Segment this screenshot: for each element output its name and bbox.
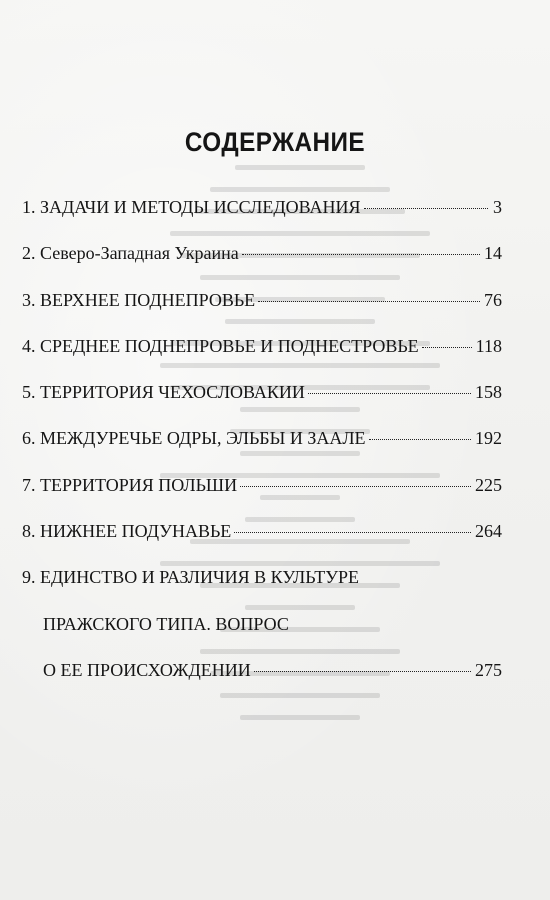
toc-entry-line [22, 659, 502, 681]
toc-entry-label: 6. МЕЖДУРЕЧЬЕ ОДРЫ, ЭЛЬБЫ И ЗААЛЕ [22, 428, 366, 449]
table-of-contents [22, 196, 502, 705]
toc-entry-page: 3 [493, 197, 502, 217]
toc-entry-page: 192 [475, 428, 502, 449]
toc-entry-4[interactable] [22, 335, 502, 357]
toc-entry-label: 9. ЕДИНСТВО И РАЗЛИЧИЯ В КУЛЬТУРЕ [22, 567, 359, 588]
toc-entry-2[interactable] [22, 242, 502, 264]
dot-leader [422, 347, 472, 348]
dot-leader [234, 532, 471, 533]
toc-entry-5[interactable] [22, 381, 502, 403]
toc-entry-page: 118 [475, 335, 502, 356]
toc-entry-page: 14 [484, 243, 502, 264]
toc-entry-label: 2. Северо-Западная Украина [22, 243, 239, 264]
toc-entry-page: 275 [475, 659, 502, 680]
page-title: СОДЕРЖАНИЕ [184, 127, 366, 157]
dot-leader [369, 439, 471, 440]
toc-entry-label: 8. НИЖНЕЕ ПОДУНАВЬЕ [22, 521, 232, 542]
toc-entry-line [22, 613, 502, 635]
toc-entry-1[interactable] [22, 196, 502, 218]
toc-entry-label: 4. СРЕДНЕЕ ПОДНЕПРОВЬЕ И ПОДНЕСТРОВЬЕ [22, 335, 419, 356]
toc-entry-label: 1. ЗАДАЧИ И МЕТОДЫ ИССЛЕДОВАНИЯ [22, 197, 361, 217]
toc-entry-label-continued: О ЕЕ ПРОИСХОЖДЕНИИ [43, 659, 251, 680]
toc-entry-line [22, 566, 502, 588]
toc-entry-label: 3. ВЕРХНЕЕ ПОДНЕПРОВЬЕ [22, 289, 256, 310]
dot-leader [254, 671, 471, 672]
dot-leader [240, 486, 471, 487]
toc-entry-page: 264 [475, 521, 502, 542]
toc-entry-label: 5. ТЕРРИТОРИЯ ЧЕХОСЛОВАКИИ [22, 382, 305, 403]
toc-entry-8[interactable] [22, 520, 502, 542]
dot-leader [258, 301, 480, 302]
toc-entry-label-continued: ПРАЖСКОГО ТИПА. ВОПРОС [43, 613, 289, 634]
toc-entry-9[interactable] [22, 566, 502, 681]
dot-leader [364, 208, 488, 209]
toc-entry-label: 7. ТЕРРИТОРИЯ ПОЛЬШИ [22, 474, 238, 495]
dot-leader [308, 393, 471, 394]
toc-entry-3[interactable] [22, 289, 502, 311]
toc-entry-page: 158 [475, 382, 502, 403]
toc-entry-6[interactable] [22, 427, 502, 449]
toc-entry-page: 225 [475, 474, 502, 495]
toc-entry-page: 76 [484, 289, 502, 310]
dot-leader [242, 254, 480, 255]
toc-entry-7[interactable] [22, 474, 502, 496]
